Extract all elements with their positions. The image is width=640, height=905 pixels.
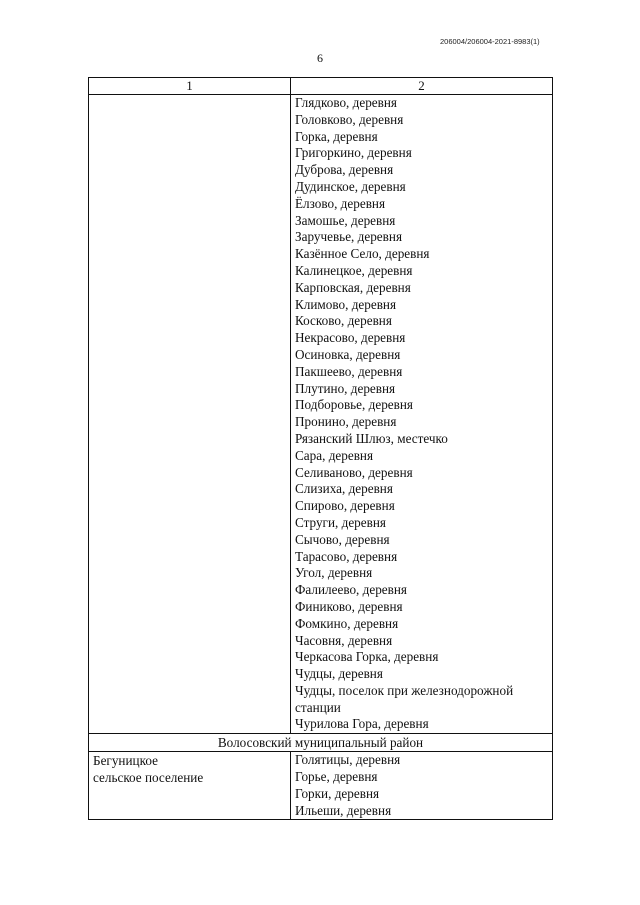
settlement-name-line: сельское поселение: [93, 770, 204, 786]
village-entry: Горье, деревня: [295, 769, 378, 785]
village-entry: Дудинское, деревня: [295, 178, 406, 194]
village-entry: Подборовье, деревня: [295, 397, 413, 413]
table-header-row: [89, 78, 553, 95]
village-entry: Глядково, деревня: [295, 95, 398, 110]
village-list-cell: [291, 752, 553, 820]
table-row: [89, 95, 553, 734]
village-entry: Ёлзово, деревня: [295, 195, 386, 211]
village-entry: Чурилова Гора, деревня: [295, 716, 429, 732]
section-row: [89, 734, 553, 752]
column-header-2: 2: [291, 78, 553, 95]
page-number: 6: [317, 51, 323, 65]
village-entry: Некрасово, деревня: [295, 330, 406, 346]
village-entry: Калинецкое, деревня: [295, 262, 413, 278]
village-entry: Рязанский Шлюз, местечко: [295, 430, 448, 446]
document-id: 206004/206004-2021-8983(1): [440, 37, 540, 46]
village-entry: Пронино, деревня: [295, 414, 397, 430]
village-entry: Сычово, деревня: [295, 531, 390, 547]
village-list: [295, 95, 552, 733]
village-entry: станции: [295, 699, 341, 715]
village-entry: Тарасово, деревня: [295, 548, 398, 564]
village-entry: Угол, деревня: [295, 565, 373, 581]
district-title: Волосовский муниципальный район: [89, 734, 553, 752]
settlement-name-cell: [89, 752, 291, 820]
village-entry: Казённое Село, деревня: [295, 246, 430, 262]
village-entry: Пакшеево, деревня: [295, 363, 403, 379]
village-entry: Дуброва, деревня: [295, 162, 394, 178]
village-entry: Заручевье, деревня: [295, 229, 403, 245]
village-entry: Чудцы, поселок при железнодорожной: [295, 682, 514, 698]
village-list-cell: [291, 95, 553, 734]
village-list: [295, 752, 552, 819]
village-entry: Чудцы, деревня: [295, 666, 383, 682]
village-entry: Карповская, деревня: [295, 279, 411, 295]
village-entry: Финиково, деревня: [295, 598, 403, 614]
village-entry: Головково, деревня: [295, 111, 404, 127]
village-entry: Фалилеево, деревня: [295, 582, 407, 598]
village-entry: Горки, деревня: [295, 785, 380, 801]
village-entry: Часовня, деревня: [295, 632, 393, 648]
village-entry: Черкасова Горка, деревня: [295, 649, 439, 665]
village-entry: Фомкино, деревня: [295, 615, 399, 631]
village-entry: Спирово, деревня: [295, 498, 395, 514]
village-entry: Слизиха, деревня: [295, 481, 393, 497]
village-entry: Селиваново, деревня: [295, 464, 413, 480]
village-entry: Горка, деревня: [295, 128, 378, 144]
village-entry: Голятицы, деревня: [295, 752, 401, 768]
empty-settlement-cell: [89, 95, 291, 734]
village-entry: Струги, деревня: [295, 514, 386, 530]
village-entry: Григоркино, деревня: [295, 145, 412, 161]
village-entry: Ильеши, деревня: [295, 802, 392, 818]
settlements-table: [88, 77, 553, 820]
table-row: [89, 752, 553, 820]
village-entry: Косково, деревня: [295, 313, 392, 329]
village-entry: Сара, деревня: [295, 447, 374, 463]
column-header-1: 1: [89, 78, 291, 95]
village-entry: Климово, деревня: [295, 296, 397, 312]
village-entry: Осиновка, деревня: [295, 346, 401, 362]
village-entry: Плутино, деревня: [295, 380, 396, 396]
settlement-name-line: Бегуницкое: [93, 753, 158, 769]
village-entry: Замошье, деревня: [295, 212, 396, 228]
